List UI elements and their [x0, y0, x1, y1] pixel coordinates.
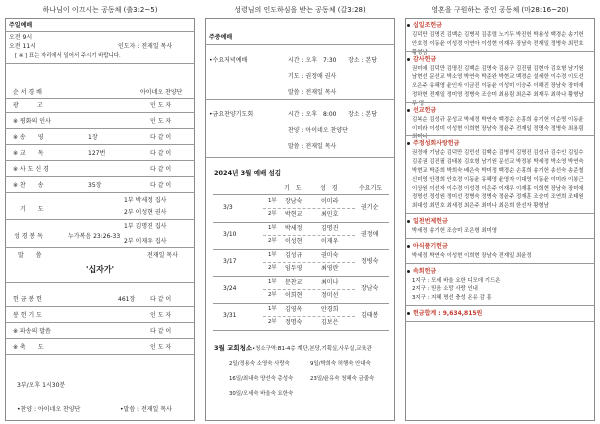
svc-scripture: 김명진 [321, 225, 339, 232]
svc-prayer: 정명숙 [285, 319, 303, 326]
cleaning-item: 30일/오세숙 바울숙 요한숙 [229, 391, 294, 397]
scripture-2: 2부 이재우 집사 [124, 238, 167, 245]
divider [213, 276, 389, 277]
midweek-label: 주중예배 [209, 34, 233, 41]
wed-prayer: 기도 : 권정애 권사 [288, 73, 337, 80]
offering-names: 박세정 박연숙 이성현 이희현 장남숙 전재일 최윤정 [412, 252, 532, 259]
youth-sermon: •말씀 : 전재일 목사 [120, 406, 172, 413]
order-header-right: 아이네오 찬양단 [140, 89, 183, 96]
divider [263, 289, 355, 290]
offering-heading: 선교헌금 [413, 106, 437, 114]
divider [263, 262, 355, 263]
order-item-hymn: 1장 [88, 134, 98, 141]
svc-part: 2부 [268, 292, 277, 298]
order-item-leader: 다 같 이 [150, 296, 172, 303]
divider [213, 194, 389, 195]
svc-part: 2부 [268, 319, 277, 325]
offering-names: 1지구 : 모세 바울 요한 디모데 기드온 2지구 : 믿음 소망 사랑 인내 3지구 : 지혜 명선 충성 온유 감 흥 [412, 277, 501, 302]
offering-names: 박세정 송기헌 조승미 조은형 최미영 [412, 228, 497, 234]
offering-names: 권미애 김덕만 김명진 김백순 김명숙 김용구 김진필 김현아 김호형 남기원 남현선 문선교 박소영 박연숙 박준완 박현교 백경순 설세한 이수경 이도선 오은주 유혜영 윤인자 이금진 이동윤 이성미 이승주 이해진 장남숙 장미애 정하현 전재일 정미영 정병숙 조승미 최용림 최은주 최재두 최하나 황형남 무 명 [412, 65, 586, 107]
divider [5, 144, 195, 145]
order-item-name: ※ 사 도 신 경 [13, 166, 49, 173]
divider [405, 213, 595, 214]
svc-prayer: 이희현 [285, 292, 303, 299]
bullet-icon [407, 109, 410, 112]
offering-heading: 아식품기헌금 [413, 242, 448, 250]
service-schedule-title: 2024년 3월 예배 섬김 [214, 169, 282, 177]
svc-prayer: 임두영 [285, 265, 303, 272]
divider [405, 238, 595, 239]
order-item-name: ※ 파송의 말씀 [13, 328, 51, 335]
order-item-hymn: 461장 [118, 296, 136, 303]
svc-date: 3/3 [223, 204, 233, 211]
svc-scripture: 정미선 [321, 292, 339, 299]
divider [213, 222, 389, 223]
svc-wed-prayer: 장남숙 [361, 285, 379, 292]
cleaning-item: 23일/윤유숙 청혜숙 금줄숙 [310, 376, 375, 382]
wed-sermon: 말씀 : 전재일 목사 [288, 89, 337, 96]
svc-prayer: 박현교 [285, 211, 303, 218]
svc-header-scripture: 성 경 [320, 185, 338, 192]
divider [205, 99, 395, 100]
svc-wed-prayer: 권정애 [361, 231, 379, 238]
order-item-name: ※ 송 영 [13, 134, 44, 141]
sunday-worship-label: 주일예배 [9, 22, 33, 29]
offering-heading: 속회헌금 [413, 267, 437, 275]
svc-scripture: 최미나 [321, 279, 339, 286]
divider [5, 176, 195, 177]
prayer-label: 기 도 [20, 206, 44, 213]
divider [5, 322, 195, 323]
svc-part: 1부 [268, 225, 277, 231]
youth-praise: •찬양 : 아이네오 찬양단 [17, 406, 81, 413]
bullet-icon [407, 220, 410, 223]
col3-title: 영혼을 구원하는 증인 공동체 (마28:16~20) [431, 6, 569, 14]
svc-prayer: 김성규 [285, 252, 303, 259]
svc-wed-prayer: 김태봉 [361, 312, 379, 319]
svc-header-wed: 수요기도 [359, 185, 383, 192]
cleaning-note: •청소구역:B1-4층 계단,본당,기획실,사무실,교육관 [252, 346, 372, 352]
order-item-leader: 인 도 자 [150, 344, 172, 351]
divider [405, 321, 595, 322]
divider [205, 157, 395, 158]
svc-prayer: 김영옥 [285, 306, 303, 313]
divider [5, 282, 195, 283]
offering-heading: 일천번제헌금 [413, 218, 448, 225]
offering-heading: 헌금합계 : 9,634,815원 [413, 310, 483, 317]
fri-time: 시간 : 오후 8:00 [288, 111, 337, 118]
cleaning-item: 9일/박희숙 허행숙 안내숙 [310, 361, 371, 367]
prayer-1: 1부 박세정 집사 [124, 197, 167, 204]
scripture-label: 성 경 봉 독 [14, 233, 43, 240]
svc-header-prayer: 기 도 [284, 185, 302, 192]
order-item-leader: 다 같 이 [150, 150, 172, 157]
order-header-left: 순 서 경 배 [13, 89, 42, 96]
divider [5, 192, 195, 193]
order-item-name: 봉 헌 기 도 [13, 312, 42, 319]
svc-date: 3/24 [223, 285, 237, 292]
time-9am: 오전 9시 [9, 34, 33, 41]
svc-scripture: 최민호 [321, 211, 339, 218]
bullet-icon [407, 24, 410, 27]
offering-names: 김복순 김성규 문성교 박세정 박연숙 백경순 손흥희 송기헌 이순명 이동윤 이미라 이성미 이성현 이희현 장남숙 정윤주 전재일 정명숙 정병숙 최용림 최미나 [412, 116, 586, 141]
order-item-hymn: 35장 [88, 182, 102, 189]
fri-place: 장소 : 본당 [348, 111, 378, 118]
order-item-leader: 다 같 이 [150, 166, 172, 173]
order-item-leader: 다 같 이 [150, 182, 172, 189]
divider [5, 112, 195, 113]
cleaning-item: 2일/정용숙 소영숙 사랑숙 [229, 361, 290, 367]
svc-part: 1부 [268, 306, 277, 312]
svc-part: 1부 [268, 279, 277, 285]
divider [5, 354, 195, 355]
bullet-icon [407, 312, 410, 315]
svc-prayer: 문찬교 [285, 279, 303, 286]
order-item-leader: 다 같 이 [150, 328, 172, 335]
svc-wed-prayer: 정병숙 [361, 258, 379, 265]
divider [405, 135, 595, 136]
svc-scripture: 최영란 [321, 265, 339, 272]
sermon-preacher: 전재일 목사 [147, 252, 178, 259]
fri-praise: 찬양 : 아이네오 찬양단 [288, 127, 348, 134]
svc-wed-prayer: 권기순 [361, 204, 379, 211]
divider [213, 330, 389, 331]
order-item-name: 광 고 [13, 102, 43, 109]
svc-part: 2부 [268, 211, 277, 217]
svc-prayer: 장남숙 [285, 198, 303, 205]
offering-names: 권정애 기남순 김덕만 김민선 김백순 김병석 김명진 김성규 김수인 김일수 김종권 김진필 김태봉 김호형 남기원 문선교 박정봉 박세정 박소영 박연숙 박현교 박준희 박희숙 배은숙 박미정 백경순 손흥희 송기헌 송선숙 송준철 신미영 안경희 안호정 이동윤 유혜영 윤영자 이대영 이동윤 이미라 이봉근 이상원 이선자 이수경 이성경 이은주 이재우 이재홍 이희현 장남숙 장미애 정명선 정성원 정미선 정병숙 정병숙 정윤주 정재훈 조승미 조연희 조태원 최대성 최민호 최세정 최은주 최미나 최은희 한선자 황형남 [412, 150, 586, 210]
divider [213, 249, 389, 250]
bullet-icon [407, 245, 410, 248]
svc-date: 3/17 [223, 258, 237, 265]
order-item-name: ※ 교 독 [13, 150, 44, 157]
divider [5, 338, 195, 339]
svc-part: 2부 [268, 265, 277, 271]
bullet-icon [407, 58, 410, 61]
order-item-leader: 다 같 이 [150, 134, 172, 141]
divider [405, 305, 595, 306]
leader: 인도자 : 전재일 목사 [118, 43, 173, 50]
svc-scripture: 안경희 [321, 306, 339, 313]
order-item-name: ※ 축 도 [13, 344, 44, 351]
divider [205, 44, 395, 45]
sermon-label: 말 씀 [18, 252, 42, 259]
divider [5, 128, 195, 129]
fri-sermon: 말씀 : 전재일 목사 [288, 143, 337, 150]
offering-names: 김덕만 김명진 김백순 김병직 김종렬 노기두 박진헌 박용성 백경순 송기헌 안호정 이동윤 이성경 이연아 이성현 이재우 장남숙 전재일 정병숙 최민호 황형남 [412, 32, 586, 56]
scripture-1: 1부 김명진 집사 [124, 223, 167, 230]
svc-part: 1부 [268, 252, 277, 258]
divider [263, 235, 355, 236]
svc-scripture: 이미라 [321, 198, 339, 205]
divider [5, 306, 195, 307]
bullet-icon [407, 270, 410, 273]
sermon-title: '십자가' [86, 265, 115, 274]
svc-date: 3/31 [223, 312, 237, 319]
order-item-name: 헌 금 봉 헌 [13, 296, 42, 303]
col1-title: 하나님이 이끄시는 공동체 (출3:2~5) [42, 6, 158, 14]
order-item-leader: 인 도 자 [150, 118, 172, 125]
divider [5, 219, 195, 220]
wed-service-label: •수요저녁예배 [209, 57, 248, 64]
standing-note: [ ※ ] 표는 자리에서 일어서 주시기 바랍니다. [15, 53, 121, 59]
cleaning-title: 3월 교회청소 [214, 344, 253, 352]
svc-scripture: 권미숙 [321, 252, 339, 259]
divider [5, 160, 195, 161]
time-11am: 오전 11시 [9, 43, 36, 50]
offering-heading: 감사헌금 [413, 55, 437, 63]
divider [5, 63, 195, 64]
divider [263, 208, 355, 209]
svc-scripture: 이재우 [321, 238, 339, 245]
offering-heading: 십일조헌금 [413, 22, 442, 29]
offering-heading: 주정성회사랑헌금 [413, 140, 460, 148]
divider [405, 263, 595, 264]
svc-date: 3/10 [223, 231, 237, 238]
svc-part: 2부 [268, 238, 277, 244]
col2-title: 성령님의 인도하심을 받는 공동체 (갈3:28) [234, 6, 366, 14]
order-item-name: ※ 찬 송 [13, 182, 44, 189]
order-item-hymn: 127번 [88, 150, 106, 157]
order-item-leader: 인 도 자 [150, 312, 172, 319]
svc-prayer: 이성현 [285, 238, 303, 245]
divider [213, 303, 389, 304]
cleaning-item: 16일/최내숙 양선숙 총성숙 [229, 376, 294, 382]
wed-place: 장소 : 본당 [348, 57, 378, 64]
youth-service-time: 3부/오후 1시30분 [17, 382, 66, 389]
order-item-leader: 인 도 자 [150, 102, 172, 109]
divider [5, 98, 195, 99]
prayer-2: 2부 이성현 권사 [124, 209, 167, 216]
divider [405, 102, 595, 103]
divider [5, 31, 195, 32]
svc-part: 1부 [268, 198, 277, 204]
scripture-ref: 누가복음 23:26-33 [68, 233, 121, 240]
order-item-name: ※ 평화의 인사 [13, 118, 51, 125]
wed-time: 시간 : 오후 7:30 [288, 57, 337, 64]
svc-scripture: 김보은 [321, 319, 339, 326]
fri-service-label: •금요찬양기도회 [209, 111, 254, 118]
divider [5, 247, 195, 248]
divider [405, 51, 595, 52]
divider [263, 316, 355, 317]
svc-prayer: 박세정 [285, 225, 303, 232]
